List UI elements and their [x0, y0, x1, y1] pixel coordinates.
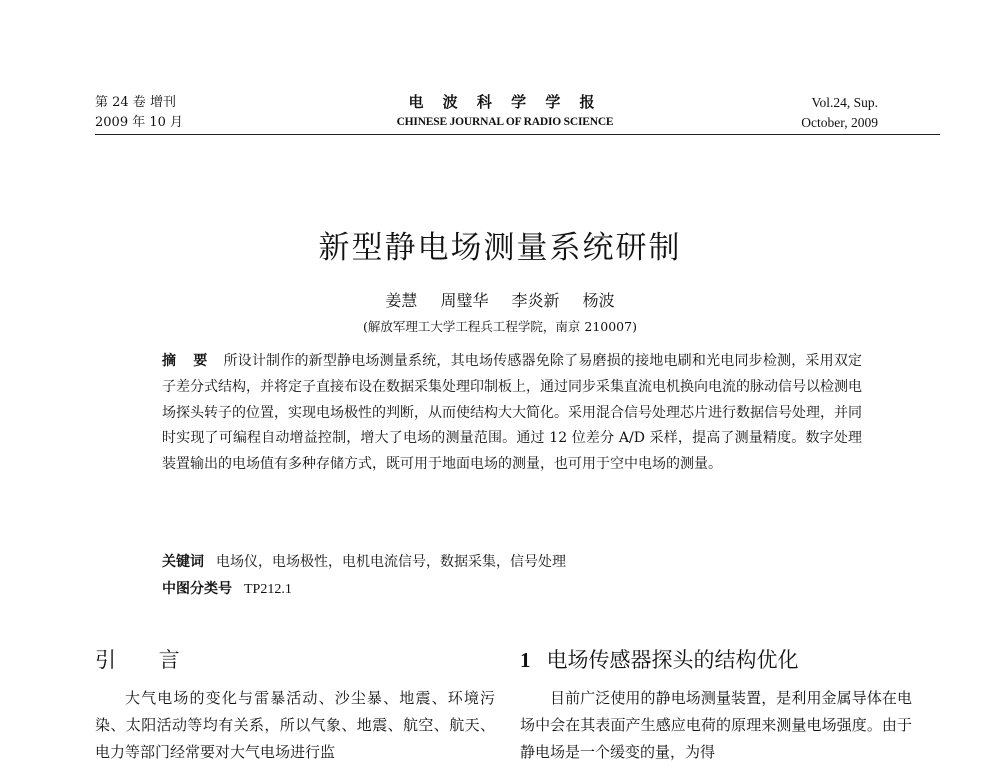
volume-info: 第 24 卷 增刊 — [95, 95, 176, 110]
intro-paragraph: 大气电场的变化与雷暴活动、沙尘暴、地震、环境污染、太阳活动等均有关系，所以气象、地震、航空、航天、电力等部门经常要对大气电场进行监 — [95, 689, 495, 761]
header-divider — [95, 134, 940, 135]
keywords-label: 关键词 — [162, 554, 204, 570]
issue-date: 2009 年 10 月 — [95, 115, 184, 130]
journal-title-en: CHINESE JOURNAL OF RADIO SCIENCE — [396, 116, 614, 128]
intro-body — [95, 685, 495, 766]
journal-title-cn: 电 波 科 学 学 报 — [408, 93, 602, 111]
header-right — [801, 93, 878, 133]
section-1-heading — [520, 646, 799, 674]
section-1-body — [520, 685, 912, 766]
classification-value: TP212.1 — [244, 582, 292, 597]
abstract-text: 所设计制作的新型静电场测量系统，其电场传感器免除了易磨损的接地电刷和光电同步检测，采用双定子差分式结构，并将定子直接布设在数据采集处理印制板上，通过同步采集直流电机换向电流的脉动信号以检测电场探头转子的位置，实现电场极性的判断，从而使结构大大简化。采用混合信号处理芯片进行数据信号处理，并同时实现了可编程自动增益控制，增大了电场的测量范围。通过 12 位差分 A/D 采样，提高了测量精度。数字处理装置输出的电场值有多种存储方式，既可用于地面电场的测量，也可用于空中电场的测量。 — [162, 353, 863, 473]
keywords-text: 电场仪，电场极性，电机电流信号，数据采集，信号处理 — [216, 554, 566, 570]
issue-date-en: October, 2009 — [801, 115, 878, 130]
journal-masthead — [360, 91, 650, 131]
keywords — [162, 551, 566, 573]
abstract-label: 摘 要 — [162, 353, 214, 369]
volume-info-en: Vol.24, Sup. — [811, 95, 878, 110]
section-title: 电场传感器探头的结构优化 — [546, 648, 799, 672]
author-list: 姜慧 周璧华 李炎新 杨波 — [385, 291, 615, 310]
classification-number — [162, 578, 292, 601]
section-1-paragraph: 目前广泛使用的静电场测量装置，是利用金属导体在电场中会在其表面产生感应电荷的原理来测量电场强度。由于静电场是一个缓变的量，为得 — [520, 689, 912, 761]
classification-label: 中图分类号 — [162, 581, 232, 597]
section-number: 1 — [520, 648, 531, 672]
affiliation: (解放军理工大学工程兵工程学院，南京 210007) — [363, 319, 637, 334]
intro-heading: 引 言 — [95, 648, 198, 672]
abstract — [162, 349, 862, 478]
header-left — [95, 93, 183, 133]
article-title: 新型静电场测量系统研制 — [318, 230, 682, 266]
